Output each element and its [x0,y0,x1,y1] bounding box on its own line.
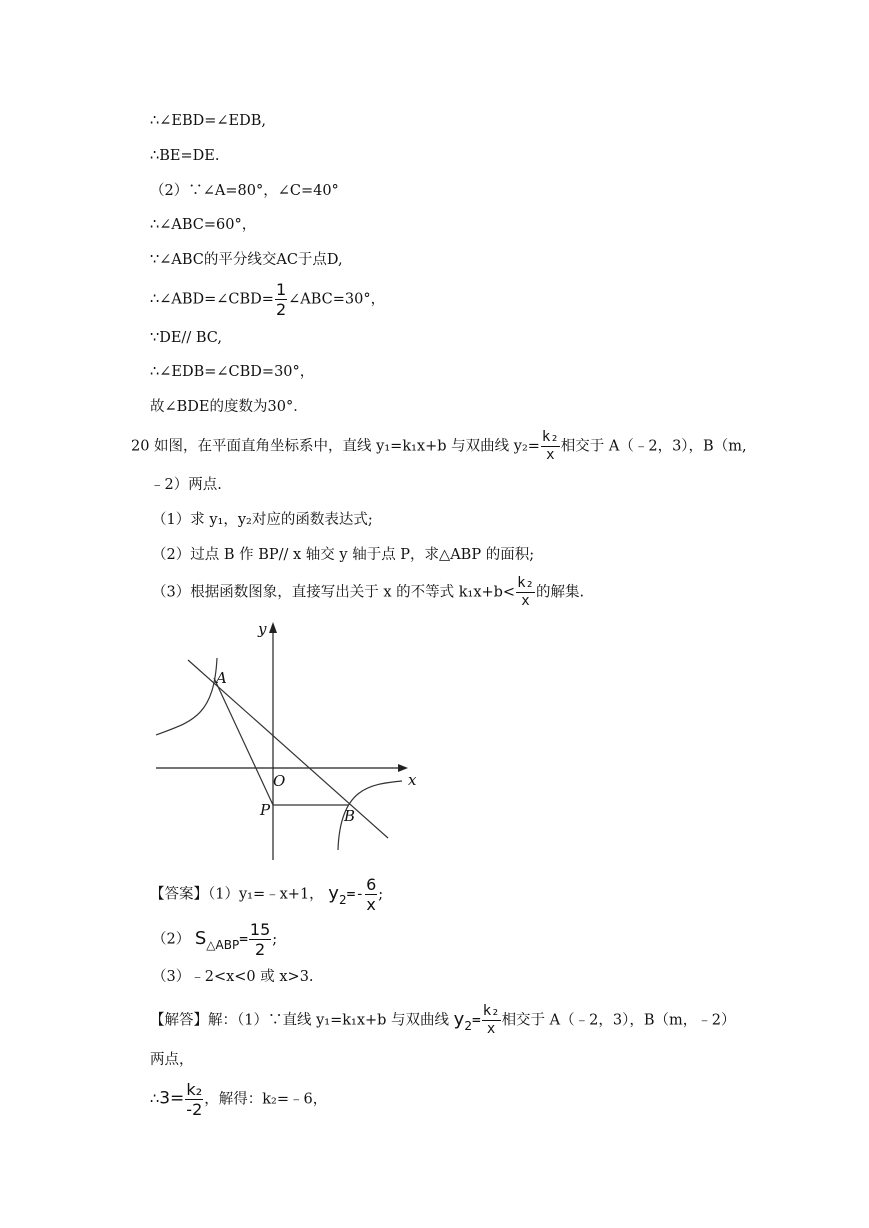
point-label-P: P [260,801,271,819]
fraction-numerator: k₂ [541,429,559,445]
point-label-B: B [344,807,356,825]
text-segment: ，解得：k₂=﹣6， [204,1091,328,1108]
problem-statement: ﹣2）两点. [150,477,222,493]
fraction [516,575,535,610]
solution-line-2: 两点， [150,1052,194,1068]
text-segment: ∠ABC=30°， [288,291,386,308]
fraction [185,1080,203,1119]
text-segment: ; [272,931,278,948]
math-subscript: 2 [464,1018,472,1033]
text-segment: 相交于 A（﹣2，3），B（m, [560,438,747,455]
fraction-numerator: k₂ [517,575,534,591]
math-var: S [194,927,207,949]
fraction-denominator: x [366,895,376,914]
text-segment: ; [378,886,384,903]
question-2: （2）过点 B 作 BP// x 轴交 y 轴于点 P，求△ABP 的面积; [152,547,535,563]
segment-AP [214,678,273,805]
text-segment: （3）根据函数图象，直接写出关于 x 的不等式 k₁x+b< [152,584,516,601]
fraction-numerator: 1 [275,280,287,299]
hyperbola-branch-left [156,658,217,735]
solution-line: （2）∵∠A=80°，∠C=40° [150,183,339,199]
math-expr: 3= [159,1088,185,1109]
fraction-denominator: x [486,1021,496,1037]
math-eq: =- [346,886,365,903]
answer-line-2 [152,920,277,959]
question-3 [152,575,584,610]
fraction-numerator: k₂ [482,1003,500,1019]
answer-line-1 [150,875,383,914]
solution-line-3 [150,1080,327,1119]
solution-line: ∴BE=DE. [150,148,220,164]
solution-line: 故∠BDE的度数为30°． [150,399,308,415]
fraction-denominator: x [546,447,555,463]
solution-line: ∴∠EDB=∠CBD=30°， [150,364,315,380]
fraction-numerator: k₂ [186,1080,203,1099]
coordinate-figure [150,618,430,863]
fraction-denominator: 2 [275,300,287,319]
text-segment: ∴ [150,1091,160,1108]
answer-line-3: （3）﹣2<x<0 或 x>3. [152,969,314,985]
solution-line: ∵∠ABC的平分线交AC于点D, [150,252,343,268]
math-var: y [453,1008,465,1030]
text-segment: 【解答】解：（1）∵直线 y₁=k₁x+b 与双曲线 [150,1012,450,1029]
text-segment: 相交于 A（﹣2，3），B（m，﹣2） [501,1012,736,1029]
math-var: y [328,882,339,904]
point-label-A: A [216,669,227,687]
math-eq: = [239,931,248,948]
solution-line-1 [150,1003,735,1038]
math-area [194,927,240,952]
origin-label: O [273,772,286,790]
x-axis-arrow [398,764,408,772]
fraction-numerator: 6 [366,875,377,894]
math-eq: = [471,1012,481,1029]
fraction-denominator: 2 [255,940,266,959]
math-subscript: △ABP [206,937,240,952]
fraction-numerator: 15 [249,920,271,939]
math-y2 [453,1008,472,1033]
solution-line: ∵DE// BC, [150,330,222,346]
text-segment: （2） [152,931,191,948]
math-y2 [328,882,347,907]
solution-line-fraction [150,280,385,319]
fraction [275,280,287,319]
text-segment: 的解集. [535,584,585,601]
fraction [365,875,377,914]
solution-line: ∴∠EBD=∠EDB, [150,113,267,129]
fraction-denominator: -2 [186,1100,203,1119]
y-axis-label: y [258,620,267,638]
question-1: （1）求 y₁，y₂对应的函数表达式; [152,512,373,528]
solution-line: ∴∠ABC=60°， [150,217,257,233]
text-segment: 20 如图，在平面直角坐标系中，直线 y₁=k₁x+b 与双曲线 y₂= [131,438,540,455]
x-axis-label: x [408,771,417,789]
text-segment: ∴∠ABD=∠CBD= [150,291,274,308]
y-axis-arrow [269,622,277,633]
fraction [541,429,560,464]
text-segment: 【答案】（1）y₁=﹣x+1， [150,886,324,903]
problem-statement [131,429,747,464]
fraction-denominator: x [521,593,530,609]
math-subscript: 2 [338,892,347,907]
fraction [249,920,271,959]
fraction [482,1003,501,1038]
